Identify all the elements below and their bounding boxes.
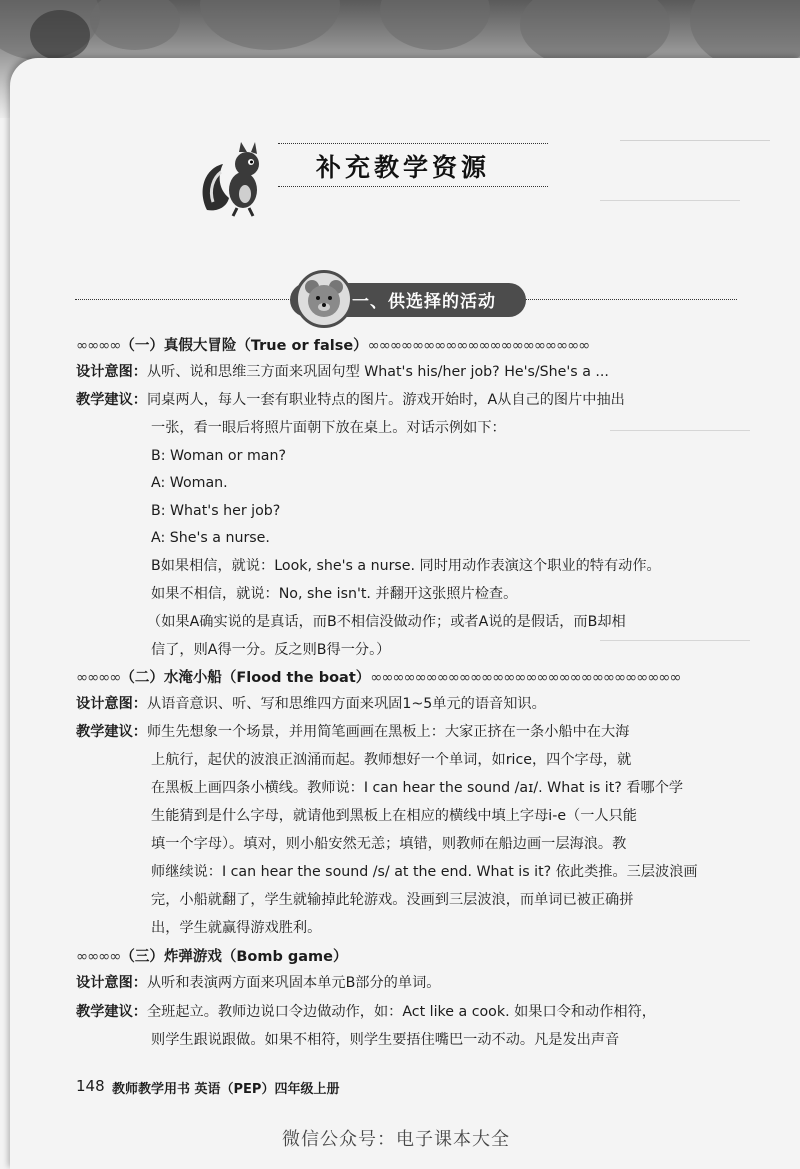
activity3-suggest: 教学建议：全班起立。教师边说口令边做动作，如：Act like a cook. 如果口令和动作相符， xyxy=(76,1004,656,1020)
activity2-line: 出，学生就赢得游戏胜利。 xyxy=(151,920,322,936)
activity2-line: 在黑板上画四条小横线。教师说：I can hear the sound /aɪ/. What is it? 看哪个学 xyxy=(151,780,684,796)
activity1-line: （如果A确实说的是真话，而B不相信没做动作；或者A说的是假话，而B却相 xyxy=(147,614,626,630)
bleed-through xyxy=(600,640,750,651)
activity1-suggest: 教学建议：同桌两人，每人一套有职业特点的图片。游戏开始时，A从自己的图片中抽出 xyxy=(76,392,625,408)
book-title: 教师教学用书 英语（PEP）四年级上册 xyxy=(112,1082,340,1097)
bleed-through xyxy=(620,140,770,151)
dialogue-line: A: She's a nurse. xyxy=(151,530,270,546)
activity2-line: 师继续说：I can hear the sound /s/ at the end. What is it? 依此类推。三层波浪画 xyxy=(151,864,698,880)
activity2-intent: 设计意图：从语音意识、听、写和思维四方面来巩固1~5单元的语音知识。 xyxy=(76,696,546,712)
activity2-line: 完，小船就翻了，学生就输掉此轮游戏。没画到三层波浪，而单词已被正确拼 xyxy=(151,892,634,908)
dialogue-line: B: Woman or man? xyxy=(151,448,286,464)
activity1-line: 一张，看一眼后将照片面朝下放在桌上。对话示例如下： xyxy=(151,420,506,436)
bleed-through xyxy=(600,200,740,211)
activity2-line: 上航行，起伏的波浪正汹涌而起。教师想好一个单词，如rice，四个字母，就 xyxy=(151,752,632,768)
activity1-line: B如果相信，就说：Look, she's a nurse. 同时用动作表演这个职业的特有动作。 xyxy=(151,558,661,574)
activity1-intent: 设计意图：从听、说和思维三方面来巩固句型 What's his/her job? He's/She's a ... xyxy=(76,364,609,380)
page-number: 148 xyxy=(76,1077,105,1095)
activity2-line: 生能猜到是什么字母，就请他到黑板上在相应的横线中填上字母i-e（一人只能 xyxy=(151,808,637,824)
activity3-intent: 设计意图：从听和表演两方面来巩固本单元B部分的单词。 xyxy=(76,975,441,991)
bear-icon xyxy=(295,270,353,328)
activity3-heading: ∞∞∞∞（三）炸弹游戏（Bomb game） xyxy=(76,949,348,965)
activity1-line: 如果不相信，就说：No, she isn't. 并翻开这张照片检查。 xyxy=(151,586,518,602)
dialogue-line: A: Woman. xyxy=(151,475,228,491)
section-title: 一、供选择的活动 xyxy=(352,292,496,312)
title-rule-top xyxy=(278,143,548,144)
activity2-line: 填一个字母）。填对，则小船安然无恙；填错，则教师在船边画一层海浪。教 xyxy=(151,836,627,852)
activity3-line: 则学生跟说跟做。如果不相符，则学生要捂住嘴巴一动不动。凡是发出声音 xyxy=(151,1032,620,1048)
watermark: 微信公众号：电子课本大全 xyxy=(282,1129,510,1150)
page-title: 补充教学资源 xyxy=(316,153,491,182)
activity1-line: 信了，则A得一分。反之则B得一分。） xyxy=(151,642,391,658)
squirrel-icon xyxy=(197,140,277,220)
activity1-heading: ∞∞∞∞（一）真假大冒险（True or false）∞∞∞∞∞∞∞∞∞∞∞∞∞∞∞∞∞∞∞∞ xyxy=(76,338,590,354)
bleed-through xyxy=(610,430,750,441)
dialogue-line: B: What's her job? xyxy=(151,503,281,519)
title-rule-bottom xyxy=(278,186,548,187)
activity2-suggest: 教学建议：师生先想象一个场景，并用简笔画画在黑板上：大家正挤在一条小船中在大海 xyxy=(76,724,630,740)
activity2-heading: ∞∞∞∞（二）水淹小船（Flood the boat）∞∞∞∞∞∞∞∞∞∞∞∞∞∞∞∞∞∞∞∞∞∞∞∞∞∞∞∞ xyxy=(76,670,681,686)
